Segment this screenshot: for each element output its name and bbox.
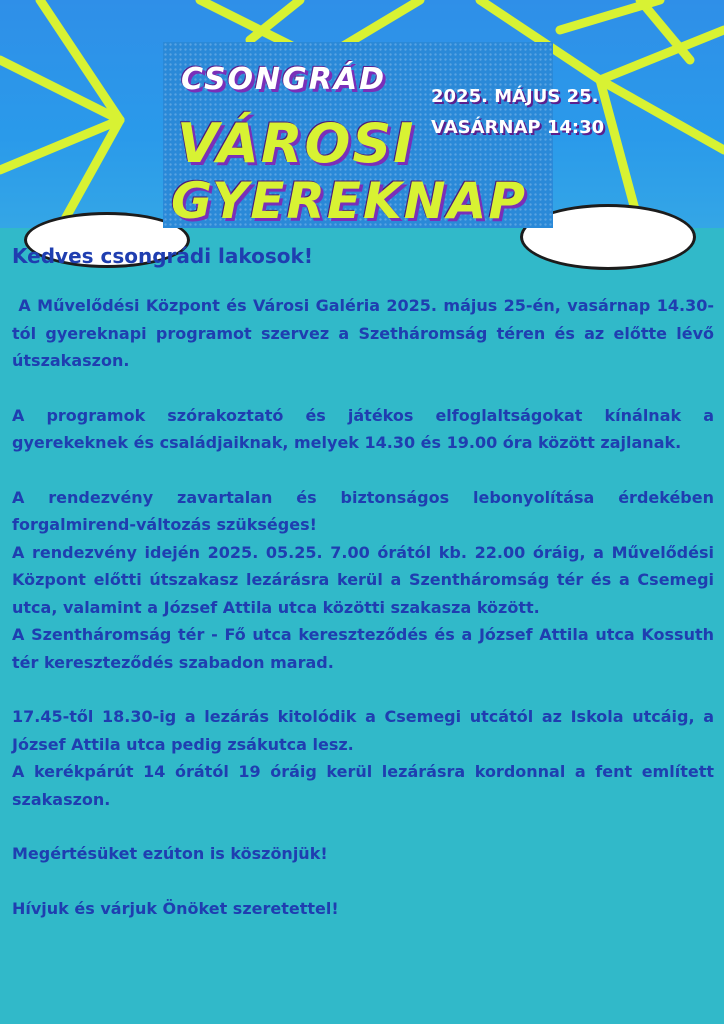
- paragraph-invitation: Hívjuk és várjuk Önöket szeretettel!: [12, 898, 339, 918]
- poster-day-time: VASÁRNAP 14:30: [431, 117, 605, 138]
- poster-header: [0, 0, 724, 228]
- poster-title-line-3: GYEREKNAP: [171, 172, 527, 230]
- poster-banner: [163, 42, 605, 230]
- paragraph-bike-path: A kerékpárút 14 órától 19 óráig kerül lezárásra kordonnal a fent említett szakaszon.: [12, 762, 714, 809]
- greeting-heading: Kedves csongrádi lakosok!: [12, 244, 313, 268]
- paragraph-road-closure: A rendezvény idején 2025. 05.25. 7.00 órától kb. 22.00 óráig, a Művelődési Központ előtti útszakasz lezárásra kerül a Szentháromság tér és a Csemegi utca, valamint a József Attila utca közötti szakasza között.: [12, 542, 714, 617]
- letter-body: [12, 228, 720, 922]
- paragraph-traffic-notice: A rendezvény zavartalan és biztonságos lebonyolítása érdekében forgalmirend-változás szükséges!: [12, 487, 714, 534]
- paragraph-intro: A Művelődési Központ és Városi Galéria 2025. május 25-én, vasárnap 14.30-tól gyereknapi programot szervez a Szetháromság téren és az előtte lévő útszakaszon.: [12, 296, 720, 370]
- poster-date: 2025. MÁJUS 25.: [431, 86, 599, 107]
- poster-title-line-2: VÁROSI: [177, 112, 416, 175]
- paragraph-programs: A programok szórakoztató és játékos elfoglaltságokat kínálnak a gyerekeknek és családjaiknak, melyek 14.30 és 19.00 óra között zajlanak.: [12, 405, 714, 452]
- poster-title-line-1: CSONGRÁD: [181, 62, 387, 97]
- paragraph-thanks: Megértésüket ezúton is köszönjük!: [12, 844, 328, 863]
- paragraph-open-crossings: A Szentháromság tér - Fő utca kereszteződés és a József Attila utca Kossuth tér kereszteződés szabadon marad.: [12, 625, 714, 672]
- paragraph-extended-closure: 17.45-től 18.30-ig a lezárás kitolódik a Csemegi utcától az Iskola utcáig, a József Attila utca pedig zsákutca lesz.: [12, 707, 714, 754]
